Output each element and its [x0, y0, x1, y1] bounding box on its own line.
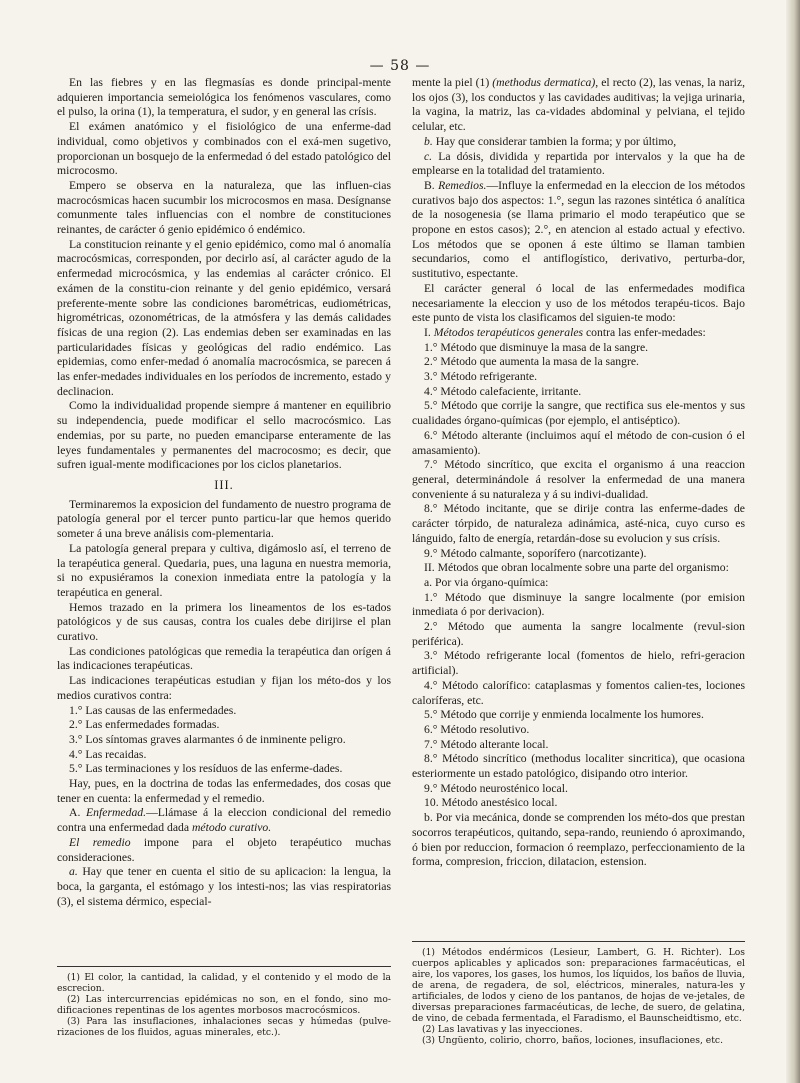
- paragraph-a: [57, 865, 391, 909]
- paragraph: Hemos trazado en la primera los lineamentos de los es-tados patológicos y de sus causas, contra los cuales debe dirijirse el plan curativo.: [57, 600, 391, 644]
- list-item: 5.° Las terminaciones y los resíduos de las enferme-dades.: [69, 762, 343, 776]
- paragraph: Terminaremos la exposicion del fundamento de nuestro programa de patología general por el tercer punto particu-lar que hemos querido someter á una breve análisis com-plementaria.: [57, 497, 391, 541]
- item-letter: B.: [424, 178, 439, 192]
- footnote: (1) El color, la cantidad, la calidad, y el contenido y el modo de la escrecion.: [57, 972, 391, 994]
- paragraph-remedio: [57, 836, 391, 865]
- list-item: 2.° Método que aumenta la masa de la sangre.: [424, 355, 639, 369]
- list-item: 3.° Los síntomas graves alarmantes ó de inminente peligro.: [69, 732, 346, 746]
- list-item: 6.° Método resolutivo.: [424, 722, 530, 736]
- footnote: (2) Las lavativas y las inyecciones.: [422, 1024, 583, 1035]
- paragraph: Hay, pues, en la doctrina de todas las enfermedades, dos cosas que tener en cuenta: la enfermedad y el remedio.: [57, 777, 391, 805]
- item-letter: I.: [424, 325, 434, 339]
- paragraph: La constitucion reinante y el genio epidémico, como mal ó anomalía macrocósmicas, corresponden, por decirlo así, al carácter agudo de la enfermedad microcósmica, y las endemias al carácter crónico. El exámen de la constitu-cion reinante y del genio epidémico, versará preferente-mente sobre las condiciones barométricas, eudiométricas, higrométricas, ozonométricas, de la atmósfera y las demás calidades físicas de una region (2). Las endemias deben ser examinadas en las particularidades físicas y geológicas del radio endémico. Las epidemias, como enfer-medad ó anomalía macrocósmica, se parecen á las enfer-medades individuales en los períodos de incremento, estado y declinacion.: [57, 237, 391, 398]
- italic-term: (methodus dermatica): [492, 76, 596, 89]
- paragraph-c: [412, 150, 745, 179]
- paragraph-text: Hay que considerar tambien la forma; y por último,: [432, 134, 677, 148]
- footnote-rule: [57, 966, 391, 967]
- paragraph: Las indicaciones terapéuticas estudian y fijan los méto-dos y los medios curativos contra:: [57, 674, 391, 702]
- list-item: 4.° Método calefaciente, irritante.: [424, 384, 582, 398]
- page-edge-shadow: [786, 0, 800, 1083]
- list-item: 6.° Método alterante (incluimos aquí el método de con-cusion ó el amasamiento).: [412, 428, 745, 457]
- italic-term: Métodos terapéuticos generales: [433, 325, 584, 339]
- paragraph: II. Métodos que obran localmente sobre una parte del organismo:: [424, 561, 729, 575]
- italic-term: Remedios.: [438, 178, 487, 192]
- item-letter: b.: [424, 134, 433, 148]
- italic-term: Enfermedad.: [86, 806, 147, 820]
- list-item: 5.° Método que corrije y enmienda localmente los humores.: [424, 708, 704, 722]
- paragraph-enfermedad: [57, 806, 391, 835]
- italic-term: El remedio: [69, 835, 131, 849]
- page-number: — 58 —: [369, 58, 431, 74]
- right-footnotes: [412, 935, 745, 1046]
- left-footnotes: [57, 960, 391, 1038]
- paragraph-text: , el recto (2), las venas, la nariz, los ojos (3), los conductos y las cavidades auditivas; la vejiga urinaria, la vagina, la matriz, las ca-vidades abdominal y pelviana, el tejido celular, etc.: [412, 76, 745, 134]
- paragraph-text: Hay que tener en cuenta el sitio de su aplicacion: la lengua, la boca, la garganta, el estómago y los intesti-nos; las vias respiratorias (3), el sistema dérmico, especial-: [57, 865, 391, 908]
- list-item: 9.° Método neurosténico local.: [424, 781, 568, 795]
- item-letter: A.: [69, 806, 87, 820]
- list-item: 7.° Método sincrítico, que excita el organismo á una reaccion general, determinándole á resolver la enfermedad de una manera conveniente á su naturaleza y á su indivi-dualidad.: [412, 458, 745, 501]
- list-item: 1.° Método que disminuye la sangre localmente (por emision inmediata ó por derivacion).: [412, 590, 745, 619]
- list-item: 7.° Método alterante local.: [424, 737, 549, 751]
- list-item: 3.° Método refrigerante.: [424, 370, 538, 384]
- item-letter: c.: [424, 149, 433, 163]
- footnote: (3) Ungüento, colirio, chorro, baños, lociones, insuflaciones, etc.: [422, 1035, 723, 1046]
- footnote-rule: [412, 941, 745, 942]
- list-item: 10. Método anestésico local.: [424, 796, 558, 810]
- paragraph-continued: [412, 76, 745, 135]
- item-letter: a.: [69, 865, 78, 879]
- paragraph: Empero se observa en la naturaleza, que las influen-cias macrocósmicas hacen sucumbir los microcosmos en masa. Desígnanse comunmente tales influencias con el nombre de constituciones reinantes, de carácter ó genio epidémico ó endémico.: [57, 178, 391, 237]
- paragraph: La patología general prepara y cultiva, digámoslo así, el terreno de la terapéutica general. Quedaria, pues, una laguna en nuestra memoria, si no expusiéramos la conexion inmediata entre la patología y la terapéutica en general.: [57, 541, 391, 599]
- paragraph-text: mente la piel (1): [412, 76, 493, 89]
- paragraph: b. Por via mecánica, donde se comprenden los méto-dos que prestan socorros terapéuticos, quitando, sepa-rando, reuniendo ó aproximando, ó bien por reduccion, formacion ó reemplazo, perfeccionamiento de la forma, compresion, friccion, dilatacion, estension.: [412, 811, 745, 869]
- paragraph: En las fiebres y en las flegmasías es donde principal-mente adquieren importancia semeiológica los fenómenos vasculares, como el pulso, la orina (1), la temperatura, el sudor, y en general las crísis.: [57, 76, 391, 119]
- paragraph-text: La dósis, dividida y repartida por intervalos y la que ha de emplearse en la totalidad del tratamiento.: [412, 149, 745, 178]
- paragraph: Las condiciones patológicas que remedia la terapéutica dan orígen á las indicaciones terapéuticas.: [57, 644, 391, 673]
- left-column: [57, 76, 391, 909]
- paragraph-b: [412, 135, 745, 150]
- paragraph-text: impone para el objeto terapéutico muchas consideraciones.: [57, 835, 391, 864]
- list-item: 2.° Método que aumenta la sangre localmente (revul-sion periférica).: [412, 620, 745, 648]
- list-item: 5.° Método que corrije la sangre, que rectifica sus ele-mentos y sus cualidades órgano-químicas (por ejemplo, el antiséptico).: [412, 399, 745, 428]
- list-item: 1.° Método que disminuye la masa de la sangre.: [424, 340, 649, 354]
- list-item: 8.° Método incitante, que se dirije contra las enferme-dades de carácter tórpido, de naturaleza adinámica, asté-nica, cuyo curso es lánguido, falto de energía, retardán-dose su evolucion y sus crísis.: [412, 502, 745, 545]
- paragraph-text: —Llámase á la eleccion condicional del remedio contra una enfermedad dada: [57, 806, 391, 835]
- paragraph-remedios: [412, 179, 745, 282]
- paragraph-text: contra las enfer-medades:: [583, 325, 706, 339]
- list-item: 2.° Las enfermedades formadas.: [69, 718, 220, 732]
- italic-term: método curativo.: [191, 821, 272, 835]
- list-item: 4.° Las recaidas.: [69, 747, 147, 761]
- list-item: 1.° Las causas de las enfermedades.: [69, 703, 237, 717]
- paragraph-text: —Influye la enfermedad en la eleccion de los métodos curativos bajo dos aspectos: 1.°, segun las razones sintética ó analítica de la nosogenesia (se llama primario el modo terapéutico que se propone en estos casos); 2.°, en atencion al estado actual y efectivo. Los métodos que se oponen á este último se llaman tambien secundarios, como el antiflogístico, derivativo, perturba-dor, sustitutivo, espectante.: [412, 178, 745, 281]
- section-heading: III.: [214, 477, 234, 492]
- paragraph: a. Por via órgano-química:: [424, 575, 549, 589]
- footnote: (2) Las intercurrencias epidémicas no son, en el fondo, sino mo-dificaciones repentinas de los agentes morbosos macrocósmicos.: [57, 994, 391, 1016]
- paragraph: Como la individualidad propende siempre á mantener en equilibrio su independencia, puede modificar el sello macrocósmico. Las endemias, por su parte, no pueden emanciparse enteramente de las leyes fundamentales y permanentes del macrocosmo; es decir, que sufren igual-mente modificaciones por los ciclos planetarios.: [57, 399, 391, 472]
- paragraph-general-methods: [412, 326, 745, 341]
- list-item: 4.° Método calorífico: cataplasmas y fomentos calien-tes, lociones caloríferas, etc.: [412, 678, 745, 707]
- list-item: 9.° Método calmante, soporífero (narcotizante).: [424, 546, 647, 560]
- paragraph: El carácter general ó local de las enfermedades modifica necesariamente la eleccion y uso de los métodos terapéu-ticos. Bajo este punto de vista los clasificamos del siguien-te modo:: [412, 281, 745, 325]
- list-item: 8.° Método sincrítico (methodus localiter sincritica), que ocasiona esteriormente un estado patológico, disipando otro interior.: [412, 752, 745, 781]
- footnote: (1) Métodos endérmicos (Lesieur, Lambert, G. H. Richter). Los cuerpos aplicables y aplicados son: preparaciones farmacéuticas, el aire, los vapores, los gases, los humos, los líquidos, los baños de lluvia, de arena, de regadera, de sol, eléctricos, minerales, natura-les y artificiales, de lodos y cieno de los pantanos, de hojas de ve-jetales, de diversas preparaciones farmacéuticas, de leche, de suero, de gelatina, de vino, de cebada fermentada, el Faradismo, el Baunscheidtismo, etc.: [412, 947, 745, 1024]
- paragraph: El exámen anatómico y el fisiológico de una enferme-dad individual, como objetivos y combinados con el exá-men sugetivo, proporcionan un bosquejo de la enfermedad ó del estado patológico del microcosmo.: [57, 120, 391, 178]
- right-column: [412, 76, 745, 870]
- footnote: (3) Para las insuflaciones, inhalaciones secas y húmedas (pulve-rizaciones de los fluidos, aguas minerales, etc.).: [57, 1016, 391, 1038]
- list-item: 3.° Método refrigerante local (fomentos de hielo, refri-geracion artificial).: [412, 649, 745, 678]
